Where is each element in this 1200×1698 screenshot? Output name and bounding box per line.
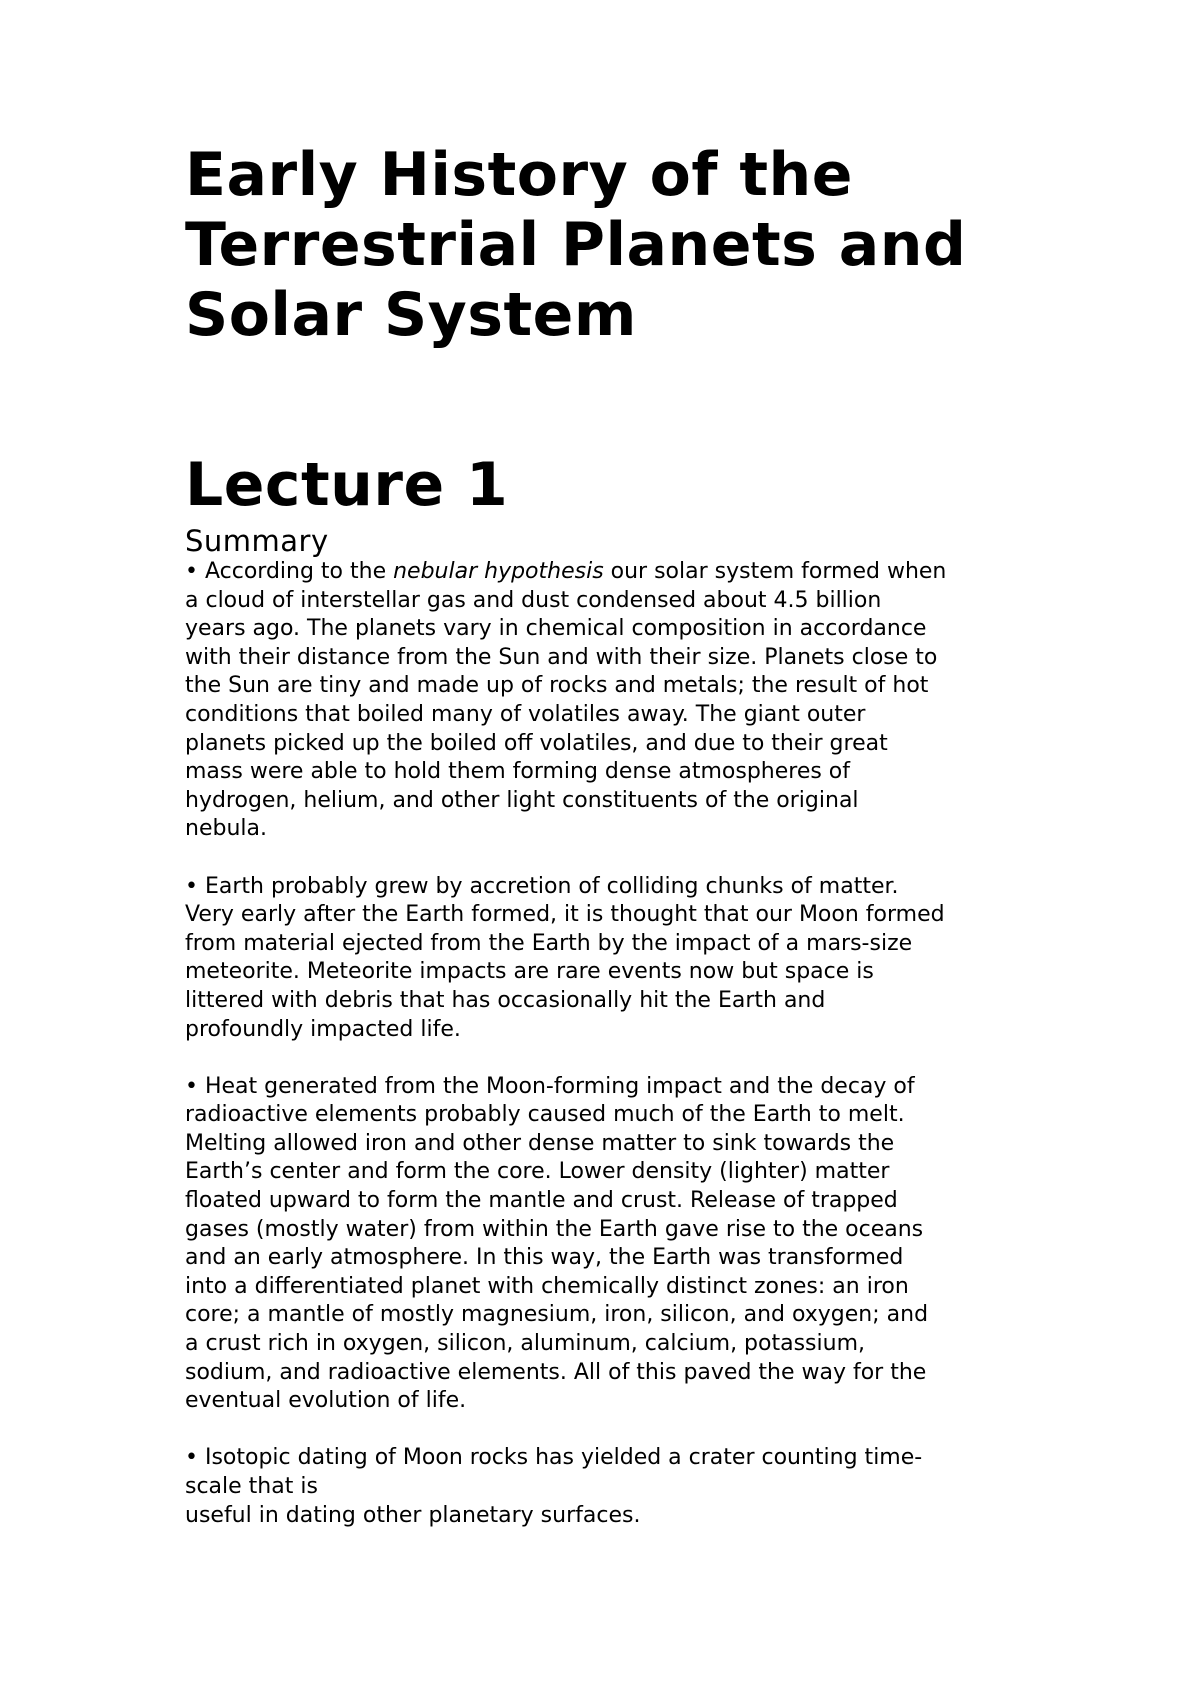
- paragraph-line: and an early atmosphere. In this way, the Earth was transformed: [185, 1245, 904, 1271]
- summary-paragraph: [185, 558, 1045, 844]
- paragraph-line: from material ejected from the Earth by the impact of a mars-size: [185, 930, 913, 956]
- paragraph-line: sodium, and radioactive elements. All of this paved the way for the: [185, 1359, 927, 1385]
- paragraph-line: floated upward to form the mantle and crust. Release of trapped: [185, 1188, 898, 1214]
- paragraph-line: radioactive elements probably caused much of the Earth to melt.: [185, 1102, 905, 1128]
- document-page: [185, 140, 1045, 1530]
- paragraph-line: the Sun are tiny and made up of rocks and metals; the result of hot: [185, 673, 929, 699]
- paragraph-line: eventual evolution of life.: [185, 1388, 467, 1414]
- paragraph-line: conditions that boiled many of volatiles away. The giant outer: [185, 701, 866, 727]
- summary-paragraph: [185, 1444, 1045, 1530]
- paragraph-line: • Isotopic dating of Moon rocks has yielded a crater counting time-: [185, 1445, 923, 1471]
- paragraph-line: Melting allowed iron and other dense matter to sink towards the: [185, 1130, 895, 1156]
- paragraph-line: profoundly impacted life.: [185, 1016, 461, 1042]
- paragraph-line: gases (mostly water) from within the Earth gave rise to the oceans: [185, 1216, 924, 1242]
- paragraph-line: • Earth probably grew by accretion of colliding chunks of matter.: [185, 873, 899, 899]
- paragraph-line: scale that is: [185, 1474, 318, 1499]
- lecture-title: Lecture 1: [185, 450, 509, 520]
- paragraph-line: a crust rich in oxygen, silicon, aluminum, calcium, potassium,: [185, 1331, 865, 1357]
- section-heading-summary: Summary: [185, 524, 329, 558]
- paragraph-line: into a differentiated planet with chemically distinct zones: an iron: [185, 1273, 909, 1299]
- summary-paragraph: [185, 873, 1045, 1045]
- paragraph-line: littered with debris that has occasionally hit the Earth and: [185, 987, 826, 1013]
- paragraph-line: mass were able to hold them forming dense atmospheres of: [185, 759, 851, 785]
- paragraph-line: Earth’s center and form the core. Lower density (lighter) matter: [185, 1159, 890, 1185]
- paragraph-line: nebula.: [185, 816, 267, 842]
- italic-term: nebular hypothesis: [393, 559, 604, 584]
- paragraph-line: • According to the nebular hypothesis our solar system formed when: [185, 559, 947, 584]
- document-title: Early History of the Terrestrial Planets and Solar System: [185, 140, 967, 350]
- paragraph-line: with their distance from the Sun and with their size. Planets close to: [185, 644, 938, 670]
- paragraph-line: core; a mantle of mostly magnesium, iron, silicon, and oxygen; and: [185, 1302, 929, 1328]
- summary-body: [185, 558, 1045, 1530]
- paragraph-line: years ago. The planets vary in chemical composition in accordance: [185, 616, 927, 642]
- paragraph-line: a cloud of interstellar gas and dust condensed about 4.5 billion: [185, 587, 882, 613]
- paragraph-line: hydrogen, helium, and other light constituents of the original: [185, 787, 859, 813]
- summary-paragraph: [185, 1073, 1045, 1416]
- paragraph-line: • Heat generated from the Moon-forming impact and the decay of: [185, 1073, 915, 1099]
- paragraph-line: useful in dating other planetary surfaces.: [185, 1502, 641, 1528]
- paragraph-line: planets picked up the boiled off volatiles, and due to their great: [185, 730, 888, 756]
- paragraph-line: Very early after the Earth formed, it is thought that our Moon formed: [185, 902, 945, 928]
- paragraph-line: meteorite. Meteorite impacts are rare events now but space is: [185, 959, 874, 985]
